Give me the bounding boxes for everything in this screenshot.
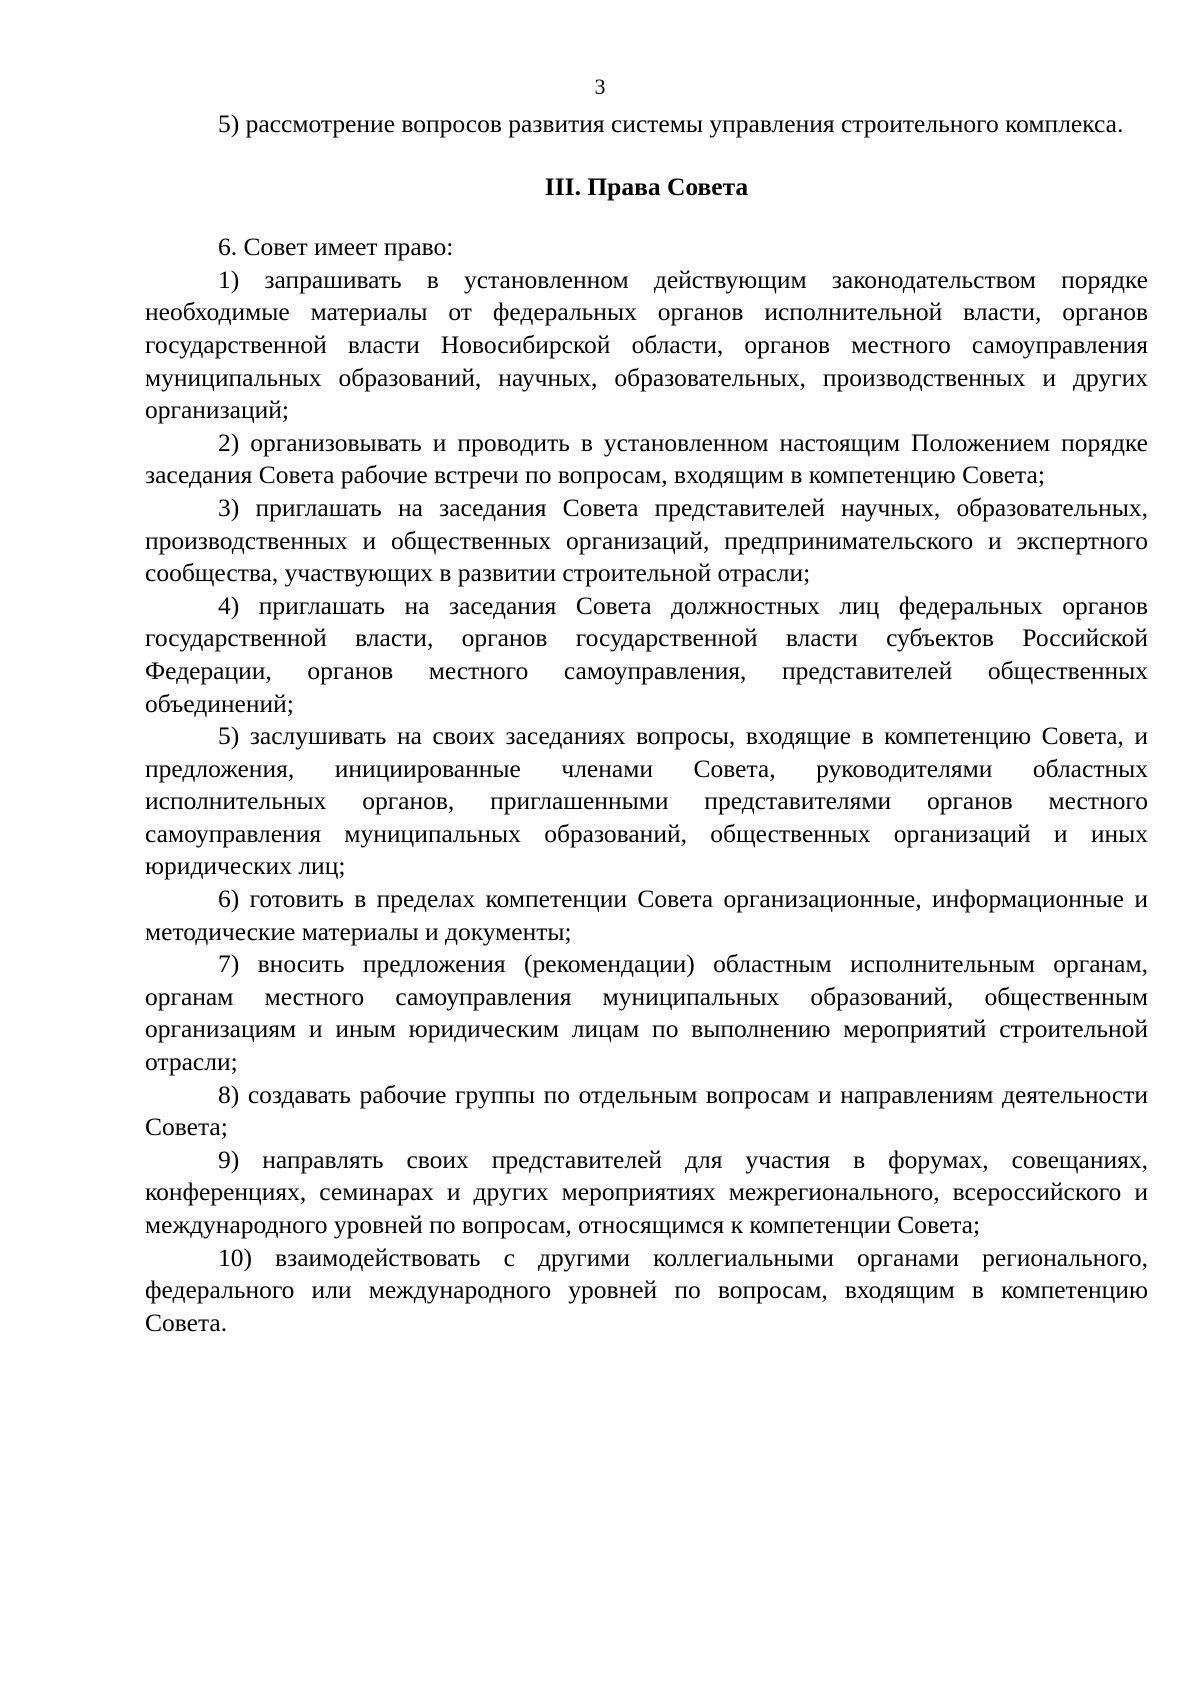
lead-paragraph: 6. Совет имеет право: bbox=[218, 232, 454, 262]
list-item-6: 6) готовить в пределах компетенции Совета организационные, информационные и методические материалы и документы; bbox=[145, 884, 1148, 946]
list-item-5: 5) заслушивать на своих заседаниях вопросы, входящие в компетенцию Совета, и предложения, инициированные членами Совета, руководителями областных исполнительных органов, приглашенными представителями органов местного самоуправления муниципальных образований, общественных организаций и иных юридических лиц; bbox=[145, 721, 1148, 881]
document-body bbox=[145, 108, 1148, 1339]
list-item-3: 3) приглашать на заседания Совета представителей научных, образовательных, производственных и общественных организаций, предпринимательского и экспертного сообщества, участвующих в развитии строительной отрасли; bbox=[145, 492, 1148, 588]
section-heading: III. Права Совета bbox=[544, 171, 749, 201]
list-item-10: 10) взаимодействовать с другими коллегиальными органами регионального, федерального или международного уровней по вопросам, входящим в компетенцию Совета. bbox=[145, 1242, 1148, 1337]
page-number: 3 bbox=[594, 74, 606, 99]
list-item-2: 2) организовывать и проводить в установленном настоящим Положением порядке заседания Совета рабочие встречи по вопросам, входящим в компетенцию Совета; bbox=[145, 427, 1148, 490]
intro-item: 5) рассмотрение вопросов развития системы управления строительного комплекса. bbox=[218, 109, 1124, 138]
list-item-1: 1) запрашивать в установленном действующим законодательством порядке необходимые материалы от федеральных органов исполнительной власти, органов государственной власти Новосибирской области, органов местного самоуправления муниципальных образований, научных, образовательных, производственных и других организаций; bbox=[145, 264, 1148, 425]
list-item-4: 4) приглашать на заседания Совета должностных лиц федеральных органов государственной власти, органов государственной власти субъектов Российской Федерации, органов местного самоуправления, представителей общественных объединений; bbox=[145, 590, 1148, 718]
list-item-7: 7) вносить предложения (рекомендации) областным исполнительным органам, органам местного самоуправления муниципальных образований, общественным организациям и иным юридическим лицам по выполнению мероприятий строительной отрасли; bbox=[145, 949, 1148, 1077]
list-item-9: 9) направлять своих представителей для участия в форумах, совещаниях, конференциях, семинарах и других мероприятиях межрегионального, всероссийского и международного уровней по вопросам, относящимся к компетенции Совета; bbox=[145, 1144, 1148, 1239]
list-item-8: 8) создавать рабочие группы по отдельным вопросам и направлениям деятельности Совета; bbox=[145, 1079, 1148, 1142]
